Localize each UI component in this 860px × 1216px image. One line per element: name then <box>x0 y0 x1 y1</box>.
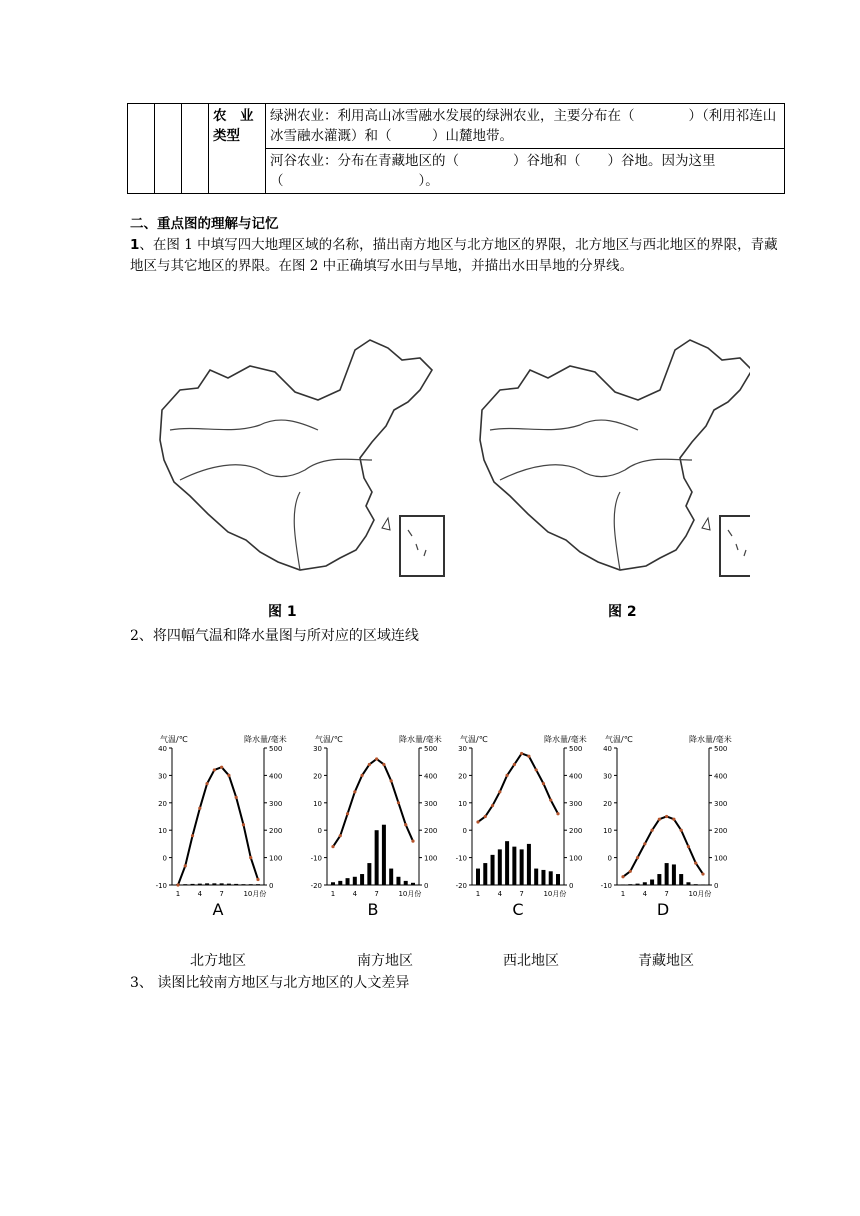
precip-bar <box>241 884 245 885</box>
table-cell-empty <box>128 104 155 194</box>
precip-tick-label: 100 <box>569 854 583 863</box>
precip-tick-label: 100 <box>714 854 728 863</box>
temperature-point <box>687 845 690 848</box>
temperature-point <box>701 872 704 875</box>
precip-bar <box>476 869 480 885</box>
temp-tick-label: 20 <box>603 799 612 808</box>
precip-bar <box>541 870 545 885</box>
temperature-point <box>397 801 400 804</box>
precip-bar <box>505 841 509 885</box>
precip-tick-label: 400 <box>714 772 728 781</box>
precip-bar <box>679 874 683 885</box>
figure-2-caption: 图 2 <box>608 604 637 620</box>
precip-bar <box>389 869 393 885</box>
china-map-1 <box>160 340 444 576</box>
china-maps <box>150 330 750 595</box>
temperature-point <box>198 807 201 810</box>
precip-tick-label: 400 <box>424 772 438 781</box>
precip-tick-label: 300 <box>569 799 583 808</box>
oasis-agriculture-cell: 绿洲农业：利用高山冰雪融水发展的绿洲农业，主要分布在（ ）（利用祁连山冰雪融水灌溉）和（ ）山麓地带。 <box>266 104 785 149</box>
precip-tick-label: 400 <box>269 772 283 781</box>
precip-tick-label: 100 <box>269 854 283 863</box>
temperature-point <box>658 818 661 821</box>
precip-bar <box>360 874 364 885</box>
precip-bar <box>694 884 698 885</box>
precip-tick-label: 0 <box>269 882 274 890</box>
precip-axis-title: 降水量/毫米 <box>689 735 732 744</box>
temperature-line <box>478 753 558 822</box>
temperature-point <box>411 840 414 843</box>
precip-tick-label: 300 <box>269 799 283 808</box>
temperature-point <box>643 842 646 845</box>
precip-bar <box>198 884 202 885</box>
x-tick-label: 7 <box>519 890 524 898</box>
temp-tick-label: 40 <box>603 745 612 753</box>
question-2: 2、将四幅气温和降水量图与所对应的区域连线 <box>130 628 419 644</box>
climate-charts <box>150 730 750 920</box>
temp-tick-label: 30 <box>158 772 167 781</box>
figure-1-caption: 图 1 <box>268 604 297 620</box>
temperature-line <box>178 767 258 885</box>
temp-tick-label: 40 <box>158 745 167 753</box>
agriculture-type-header: 农 业类型 <box>209 104 266 194</box>
temperature-point <box>205 782 208 785</box>
temp-axis-title: 气温/℃ <box>160 735 188 744</box>
region-label-north: 北方地区 <box>190 953 246 969</box>
x-tick-label: 10月份 <box>398 890 422 898</box>
temp-tick-label: 20 <box>313 772 322 781</box>
temperature-point <box>339 834 342 837</box>
temp-axis-title: 气温/℃ <box>315 735 343 744</box>
precip-bar <box>212 883 216 885</box>
precip-bar <box>331 882 335 885</box>
temperature-point <box>665 815 668 818</box>
temperature-point <box>220 766 223 769</box>
temperature-point <box>191 834 194 837</box>
precip-bar <box>650 880 654 885</box>
precip-bar <box>556 874 560 885</box>
table-cell-empty <box>155 104 182 194</box>
precip-bar <box>234 884 238 885</box>
temp-tick-label: 10 <box>158 827 167 836</box>
temperature-point <box>256 878 259 881</box>
temperature-point <box>527 755 530 758</box>
x-tick-label: 1 <box>475 890 481 898</box>
x-tick-label: 4 <box>497 890 503 898</box>
temp-tick-label: 0 <box>607 854 612 863</box>
temperature-point <box>505 774 508 777</box>
precip-tick-label: 0 <box>424 882 429 890</box>
temp-tick-label: -10 <box>600 882 612 890</box>
precip-tick-label: 500 <box>714 745 728 753</box>
precip-bar <box>191 884 195 885</box>
temp-tick-label: 10 <box>458 799 467 808</box>
table-cell-empty <box>182 104 209 194</box>
precip-bar <box>643 882 647 885</box>
temperature-point <box>346 812 349 815</box>
precip-tick-label: 500 <box>569 745 583 753</box>
temperature-point <box>484 815 487 818</box>
precip-tick-label: 500 <box>424 745 438 753</box>
temperature-point <box>629 870 632 873</box>
precip-tick-label: 100 <box>424 854 438 863</box>
precip-bar <box>256 884 260 885</box>
precip-bar <box>220 883 224 885</box>
precip-bar <box>205 883 209 885</box>
precip-bar <box>375 830 379 885</box>
temperature-point <box>650 829 653 832</box>
temperature-point <box>535 768 538 771</box>
precip-bar <box>621 884 625 885</box>
temp-tick-label: -10 <box>310 854 322 863</box>
temp-tick-label: 0 <box>317 827 322 836</box>
region-label-qinghai-tibet: 青藏地区 <box>638 953 694 969</box>
precip-bar <box>411 883 415 885</box>
precip-bar <box>520 849 524 885</box>
agriculture-table <box>127 103 785 194</box>
temp-tick-label: 0 <box>462 827 467 836</box>
precip-bar <box>404 881 408 885</box>
temp-tick-label: -20 <box>455 882 467 890</box>
temperature-point <box>242 823 245 826</box>
x-tick-label: 7 <box>219 890 224 898</box>
chart-label: A <box>212 900 224 919</box>
precip-bar <box>483 863 487 885</box>
precip-axis-title: 降水量/毫米 <box>399 735 442 744</box>
temperature-point <box>672 818 675 821</box>
temp-tick-label: 30 <box>603 772 612 781</box>
temperature-point <box>368 763 371 766</box>
temperature-point <box>375 757 378 760</box>
temperature-point <box>549 798 552 801</box>
temperature-point <box>680 829 683 832</box>
region-label-northwest: 西北地区 <box>503 953 559 969</box>
precip-bar <box>527 844 531 885</box>
precip-bar <box>665 863 669 885</box>
precip-bar <box>628 884 632 885</box>
temp-tick-label: 20 <box>158 799 167 808</box>
temperature-point <box>249 856 252 859</box>
precip-bar <box>346 878 350 885</box>
precip-bar <box>686 882 690 885</box>
x-tick-label: 10月份 <box>543 890 567 898</box>
temp-axis-title: 气温/℃ <box>460 735 488 744</box>
question-1 <box>130 235 790 277</box>
precip-tick-label: 300 <box>714 799 728 808</box>
precip-bar <box>382 825 386 885</box>
temp-tick-label: 10 <box>313 799 322 808</box>
x-tick-label: 1 <box>620 890 626 898</box>
temperature-point <box>513 763 516 766</box>
precip-bar <box>549 871 553 885</box>
precip-tick-label: 200 <box>714 827 728 836</box>
temperature-line <box>623 817 703 877</box>
chart-label: C <box>512 900 524 919</box>
temperature-point <box>235 796 238 799</box>
region-label-south: 南方地区 <box>357 953 413 969</box>
precip-bar <box>512 847 516 885</box>
temperature-point <box>542 782 545 785</box>
precip-bar <box>701 884 705 885</box>
temp-tick-label: 20 <box>458 772 467 781</box>
temperature-point <box>621 875 624 878</box>
precip-tick-label: 400 <box>569 772 583 781</box>
x-tick-label: 4 <box>352 890 358 898</box>
precip-bar <box>367 863 371 885</box>
precip-tick-label: 200 <box>269 827 283 836</box>
precip-bar <box>183 884 187 885</box>
temp-tick-label: -10 <box>155 882 167 890</box>
x-tick-label: 1 <box>330 890 336 898</box>
x-tick-label: 7 <box>374 890 379 898</box>
temp-tick-label: -20 <box>310 882 322 890</box>
temperature-point <box>476 820 479 823</box>
precip-bar <box>672 864 676 885</box>
temp-axis-title: 气温/℃ <box>605 735 633 744</box>
temperature-point <box>694 861 697 864</box>
temp-tick-label: 30 <box>458 745 467 753</box>
temperature-point <box>636 856 639 859</box>
precip-tick-label: 500 <box>269 745 283 753</box>
temperature-point <box>498 790 501 793</box>
precip-tick-label: 0 <box>714 882 719 890</box>
precip-bar <box>338 881 342 885</box>
chart-label: B <box>367 900 379 919</box>
precip-bar <box>249 884 253 885</box>
temperature-point <box>491 804 494 807</box>
precip-tick-label: 300 <box>424 799 438 808</box>
china-map-2 <box>480 340 750 576</box>
precip-bar <box>353 877 357 885</box>
temp-tick-label: -10 <box>455 854 467 863</box>
temperature-point <box>360 774 363 777</box>
temperature-point <box>556 812 559 815</box>
temperature-point <box>213 768 216 771</box>
precip-bar <box>657 874 661 885</box>
x-tick-label: 4 <box>642 890 648 898</box>
precip-tick-label: 0 <box>569 882 574 890</box>
section-title: 二、重点图的理解与记忆 <box>130 216 279 232</box>
precip-axis-title: 降水量/毫米 <box>544 735 587 744</box>
chart-label: D <box>656 900 670 919</box>
temperature-point <box>331 845 334 848</box>
precip-bar <box>498 849 502 885</box>
precip-bar <box>636 884 640 885</box>
question-1-text: 、在图 1 中填写四大地理区域的名称，描出南方地区与北方地区的界限，北方地区与西北地区的界限，青藏地区与其它地区的界限。在图 2 中正确填写水田与旱地，并描出水田旱地的分界线。 <box>130 237 778 274</box>
precip-bar <box>396 877 400 885</box>
temp-tick-label: 30 <box>313 745 322 753</box>
x-tick-label: 10月份 <box>688 890 712 898</box>
x-tick-label: 1 <box>175 890 181 898</box>
temperature-point <box>404 823 407 826</box>
temp-tick-label: 10 <box>603 827 612 836</box>
precip-bar <box>491 855 495 885</box>
precip-bar <box>534 869 538 885</box>
precip-bar <box>227 884 231 885</box>
precip-tick-label: 200 <box>569 827 583 836</box>
x-tick-label: 10月份 <box>243 890 267 898</box>
temperature-point <box>227 774 230 777</box>
precip-axis-title: 降水量/毫米 <box>244 735 287 744</box>
temp-tick-label: 0 <box>162 854 167 863</box>
temperature-line <box>333 759 413 847</box>
valley-agriculture-cell: 河谷农业：分布在青藏地区的（ ）谷地和（ ）谷地。因为这里（ ）。 <box>266 149 785 194</box>
temperature-point <box>184 864 187 867</box>
temperature-point <box>176 883 179 886</box>
question-1-number: 1 <box>130 237 140 253</box>
x-tick-label: 4 <box>197 890 203 898</box>
temperature-point <box>390 779 393 782</box>
temperature-point <box>353 790 356 793</box>
precip-tick-label: 200 <box>424 827 438 836</box>
temperature-point <box>382 763 385 766</box>
temperature-point <box>520 752 523 755</box>
question-3: 3、 读图比较南方地区与北方地区的人文差异 <box>130 975 410 991</box>
x-tick-label: 7 <box>664 890 669 898</box>
